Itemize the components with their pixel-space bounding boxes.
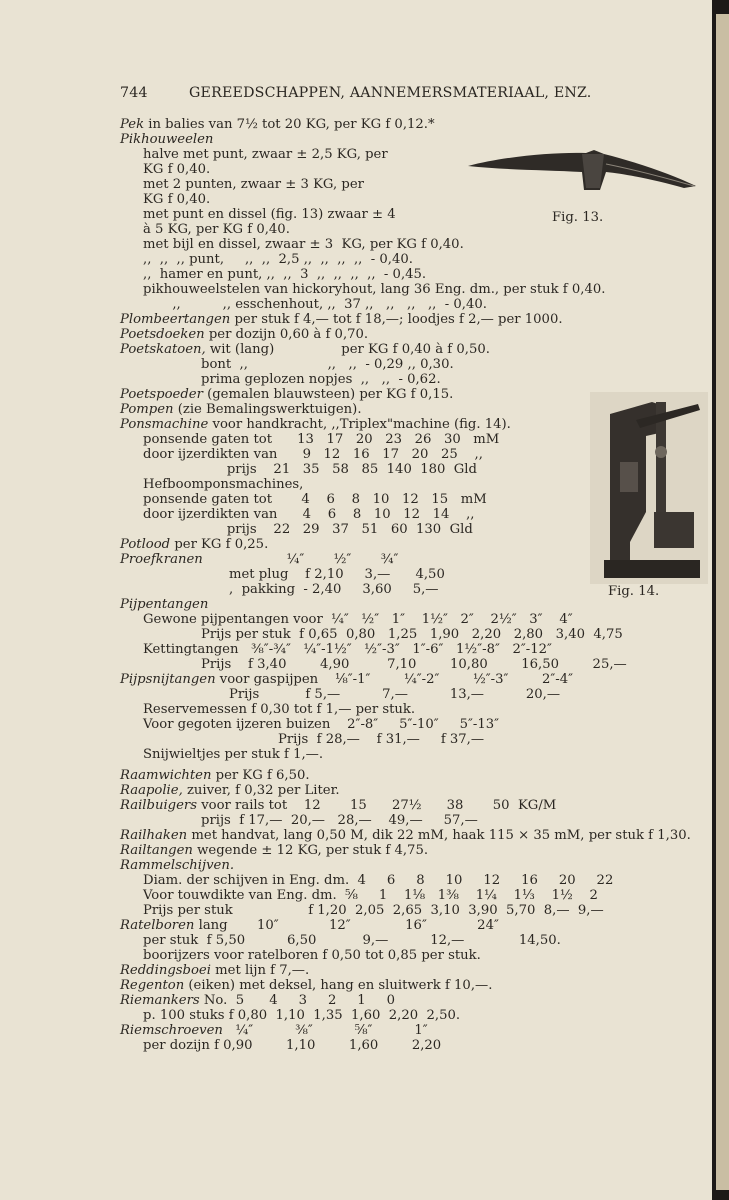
text-line: [120, 1023, 428, 1038]
entry-term: Riemankers: [120, 993, 200, 1008]
entry-text: per KG f 6,50.: [211, 768, 310, 783]
text-line: [120, 963, 309, 978]
text-line: [143, 888, 598, 903]
entry-text: met 2 punten, zwaar ± 3 KG, per: [143, 177, 364, 192]
text-line: [143, 267, 426, 282]
entry-text: p. 100 stuks f 0,80 1,10 1,35 1,60 2,20 2,50.: [143, 1008, 461, 1023]
entry-text: Prijs per stuk f 1,20 2,05 2,65 3,10 3,90 5,70 8,— 9,—: [143, 903, 604, 918]
text-line: [143, 252, 413, 267]
entry-text: per stuk f 4,— tot f 18,—; loodjes f 2,— per 1000.: [230, 312, 563, 327]
text-line: [143, 948, 481, 963]
text-line: [120, 327, 368, 342]
text-line: [143, 747, 323, 762]
figure-14-caption: Fig. 14.: [608, 584, 660, 599]
text-line: [120, 798, 556, 813]
text-line: [120, 993, 395, 1008]
entry-text: ,, ,, ,, punt, ,, ,, 2,5 ,, ,, ,, ,, - 0,40.: [143, 252, 413, 267]
text-line: [143, 612, 573, 627]
entry-text: per dozijn 0,60 à f 0,70.: [204, 327, 369, 342]
entry-text: Voor gegoten ijzeren buizen 2″-8″ 5″-10″ 5″-13″: [143, 717, 500, 732]
entry-term: Ratelboren: [120, 918, 195, 933]
entry-text: prijs 22 29 37 51 60 130 Gld: [143, 522, 473, 537]
text-line: [120, 552, 398, 567]
entry-text: wit (lang) per KG f 0,40 à f 0,50.: [205, 342, 490, 357]
text-line: [143, 432, 499, 447]
text-line: [143, 522, 473, 537]
text-line: [143, 933, 561, 948]
entry-text: à 5 KG, per KG f 0,40.: [143, 222, 290, 237]
entry-text: Snijwieltjes per stuk f 1,—.: [143, 747, 324, 762]
text-line: [143, 237, 464, 252]
entry-term: Plombeertangen: [120, 312, 231, 327]
entry-text: boorijzers voor ratelboren f 0,50 tot 0,85 per stuk.: [143, 948, 481, 963]
entry-text: Prijs per stuk f 0,65 0,80 1,25 1,90 2,20 2,80 3,40 4,75: [201, 627, 623, 642]
entry-term: Railhaken: [120, 828, 188, 843]
entry-text: met plug f 2,10 3,— 4,50: [229, 567, 445, 582]
text-line: [120, 918, 499, 933]
entry-text: (gemalen blauwsteen) per KG f 0,15.: [202, 387, 454, 402]
text-line: [143, 447, 483, 462]
text-line: [120, 417, 511, 432]
entry-text: met punt en dissel (fig. 13) zwaar ± 4: [143, 207, 396, 222]
entry-text: , pakking - 2,40 3,60 5,—: [229, 582, 439, 597]
entry-text: Diam. der schijven in Eng. dm. 4 6 8 10 12 16 20 22: [143, 873, 614, 888]
text-line: [201, 372, 441, 387]
entry-term: Pompen: [120, 402, 174, 417]
entry-term: Pek: [120, 117, 145, 132]
text-line: [143, 903, 604, 918]
entry-text: KG f 0,40.: [143, 162, 211, 177]
entry-text: halve met punt, zwaar ± 2,5 KG, per: [143, 147, 388, 162]
text-line: [120, 843, 428, 858]
entry-term: Poetspoeder: [120, 387, 203, 402]
entry-text: ,, hamer en punt, ,, ,, 3 ,, ,, ,, ,, - 0,45.: [143, 267, 427, 282]
entry-text: met lijn f 7,—.: [210, 963, 310, 978]
running-header: GEREEDSCHAPPEN, AANNEMERSMATERIAAL, ENZ.: [189, 85, 592, 101]
text-line: [201, 657, 627, 672]
text-line: [120, 402, 362, 417]
text-line: [229, 582, 438, 597]
text-line: [143, 873, 613, 888]
text-line: [143, 282, 605, 297]
entry-text: met handvat, lang 0,50 M, dik 22 mM, haak 115 × 35 mM, per stuk f 1,30.: [187, 828, 691, 843]
text-line: [143, 1008, 460, 1023]
entry-term: Potlood: [120, 537, 171, 552]
text-line: [120, 117, 435, 132]
entry-term: Riemschroeven: [120, 1023, 223, 1038]
entry-text: Voor touwdikte van Eng. dm. ⅝ 1 1⅛ 1⅜ 1¼ 1⅓ 1½ 2: [143, 888, 598, 903]
text-line: [143, 192, 210, 207]
text-line: [143, 462, 477, 477]
text-line: [120, 537, 268, 552]
text-line: [143, 147, 388, 162]
text-line: [229, 687, 560, 702]
entry-term: Poetsdoeken: [120, 327, 205, 342]
entry-term: Ponsmachine: [120, 417, 209, 432]
entry-text: ponsende gaten tot 13 17 20 23 26 30 mM: [143, 432, 500, 447]
entry-text: ¼″ ⅜″ ⅝″ 1″: [222, 1023, 428, 1038]
entry-text: (eiken) met deksel, hang en sluitwerk f 10,—.: [184, 978, 493, 993]
entry-text: met bijl en dissel, zwaar ± 3 KG, per KG f 0,40.: [143, 237, 464, 252]
entry-text: door ijzerdikten van 9 12 16 17 20 25 ,,: [143, 447, 483, 462]
entry-text: voor rails tot 12 15 27½ 38 50 KG/M: [197, 798, 557, 813]
text-line: [120, 132, 213, 147]
text-line: [120, 387, 453, 402]
entry-text: per dozijn f 0,90 1,10 1,60 2,20: [143, 1038, 442, 1053]
text-line: [120, 783, 340, 798]
entry-term: Regenton: [120, 978, 185, 993]
text-line: [201, 357, 454, 372]
entry-text: ,, ,, esschenhout, ,, 37 ,, ,, ,, ,, - 0,40.: [143, 297, 487, 312]
text-line: [143, 207, 396, 222]
text-line: [201, 813, 478, 828]
entry-text: pikhouweelstelen van hickoryhout, lang 36 Eng. dm., per stuk f 0,40.: [143, 282, 606, 297]
entry-term: Railbuigers: [120, 798, 198, 813]
entry-text: in balies van 7½ tot 20 KG, per KG f 0,12.*: [144, 117, 435, 132]
entry-text: KG f 0,40.: [143, 192, 211, 207]
entry-term: Raapolie,: [120, 783, 183, 798]
entry-text: bont ,, ,, ,, - 0,29 ,, 0,30.: [201, 357, 454, 372]
entry-text: zuiver, f 0,32 per Liter.: [182, 783, 340, 798]
entry-text: voor handkracht, ,,Triplex"machine (fig. 14).: [208, 417, 511, 432]
text-line: [229, 567, 445, 582]
next-page-edge: [716, 14, 729, 1190]
entry-text: prijs 21 35 58 85 140 180 Gld: [143, 462, 477, 477]
entry-text: per KG f 0,25.: [170, 537, 269, 552]
entry-text: prima geplozen nopjes ,, ,, - 0,62.: [201, 372, 441, 387]
entry-text: (zie Bemalingswerktuigen).: [173, 402, 362, 417]
entry-text: Prijs f 3,40 4,90 7,10 10,80 16,50 25,—: [201, 657, 627, 672]
entry-text: per stuk f 5,50 6,50 9,— 12,— 14,50.: [143, 933, 561, 948]
entry-text: ponsende gaten tot 4 6 8 10 12 15 mM: [143, 492, 487, 507]
entry-term: Pijpentangen: [120, 597, 209, 612]
entry-term: Reddingsboei: [120, 963, 211, 978]
text-line: [143, 477, 303, 492]
entry-text: Prijs f 5,— 7,— 13,— 20,—: [229, 687, 561, 702]
text-line: [143, 507, 475, 522]
text-line: [143, 1038, 441, 1053]
text-line: [143, 492, 487, 507]
text-line: [120, 858, 234, 873]
figure-13-caption: Fig. 13.: [552, 210, 604, 225]
entry-text: Kettingtangen ⅜″-¾″ ¼″-1½″ ½″-3″ 1″-6″ 1½″-8″ 2″-12″: [143, 642, 552, 657]
entry-term: Pikhouweelen: [120, 132, 214, 147]
entry-text: Gewone pijpentangen voor ¼″ ½″ 1″ 1½″ 2″ 2½″ 3″ 4″: [143, 612, 573, 627]
entry-term: Proefkranen: [120, 552, 203, 567]
text-line: [120, 828, 691, 843]
entry-text: wegende ± 12 KG, per stuk f 4,75.: [192, 843, 429, 858]
text-line: [120, 597, 208, 612]
entry-text: No. 5 4 3 2 1 0: [199, 993, 396, 1008]
entry-text: door ijzerdikten van 4 6 8 10 12 14 ,,: [143, 507, 475, 522]
entry-text: Hefboomponsmachines,: [143, 477, 304, 492]
page-number: 744: [120, 85, 148, 101]
text-line: [278, 732, 484, 747]
text-line: [143, 717, 499, 732]
text-line: [120, 312, 563, 327]
text-line: [120, 978, 492, 993]
entry-text: ¼″ ½″ ¾″: [202, 552, 399, 567]
entry-term: Rammelschijven.: [120, 858, 235, 873]
text-line: [120, 672, 573, 687]
text-line: [143, 297, 487, 312]
entry-text: lang 10″ 12″ 16″ 24″: [194, 918, 499, 933]
entry-term: Pijpsnijtangen: [120, 672, 216, 687]
text-line: [143, 702, 415, 717]
text-line: [120, 768, 310, 783]
text-line: [120, 342, 490, 357]
entry-text: Reservemessen f 0,30 tot f 1,— per stuk.: [143, 702, 416, 717]
text-line: [143, 642, 552, 657]
entry-text: prijs f 17,— 20,— 28,— 49,— 57,—: [201, 813, 478, 828]
text-line: [143, 222, 290, 237]
text-line: [143, 162, 210, 177]
pickaxe-illustration: [466, 144, 702, 204]
entry-text: voor gaspijpen ⅛″-1″ ¼″-2″ ½″-3″ 2″-4″: [215, 672, 574, 687]
entry-term: Poetskatoen,: [120, 342, 206, 357]
entry-term: Railtangen: [120, 843, 193, 858]
punching-machine-illustration: [590, 392, 708, 584]
entry-term: Raamwichten: [120, 768, 212, 783]
text-line: [143, 177, 364, 192]
text-line: [201, 627, 623, 642]
entry-text: Prijs f 28,— f 31,— f 37,—: [278, 732, 485, 747]
